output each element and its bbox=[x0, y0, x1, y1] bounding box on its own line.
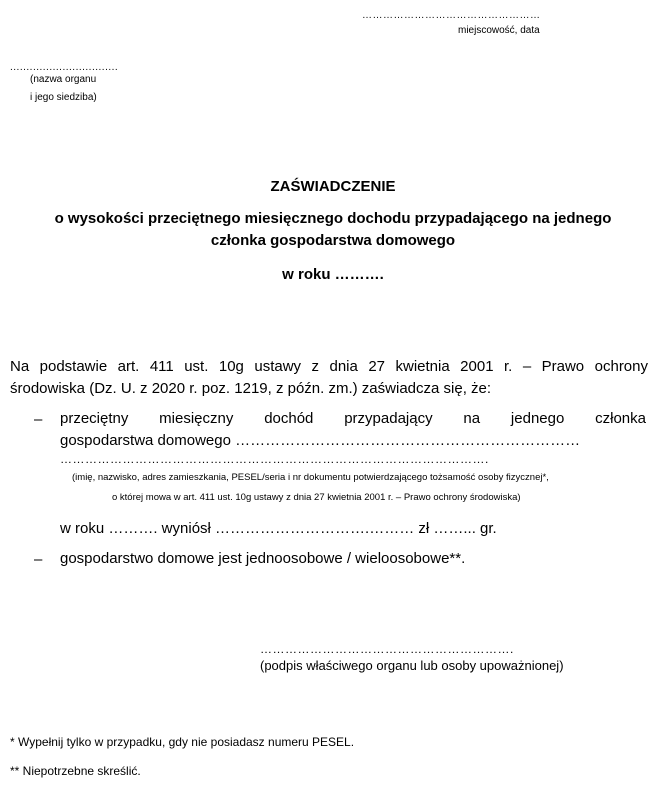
footnote-1: * Wypełnij tylko w przypadku, gdy nie posiadasz numeru PESEL. bbox=[10, 735, 355, 749]
organ-label-2: i jego siedziba) bbox=[30, 92, 97, 103]
list-dash-2: – bbox=[34, 551, 43, 568]
footnote-2: ** Niepotrzebne skreślić. bbox=[10, 764, 141, 778]
signature-dots: ……………………………………………………. bbox=[260, 642, 514, 656]
document-year: w roku ………. bbox=[282, 266, 384, 283]
item1-line-2: gospodarstwa domowego …………………………………………………………… bbox=[60, 432, 581, 449]
item1-amount-line: w roku ………. wyniósł ………………………….……… zł ……... gr. bbox=[60, 520, 497, 537]
intro-line-1: Na podstawie art. 411 ust. 10g ustawy z dnia 27 kwietnia 2001 r. – Prawo ochrony bbox=[10, 358, 648, 375]
organ-label-1: (nazwa organu bbox=[30, 74, 97, 85]
place-date-dots: …………………………………………… bbox=[362, 10, 541, 21]
document-subtitle-line2: członka gospodarstwa domowego bbox=[210, 232, 456, 249]
item2-line: gospodarstwo domowe jest jednoosobowe / wieloosobowe**. bbox=[60, 550, 466, 567]
organ-dots: ................................. bbox=[10, 62, 119, 73]
signature-label: (podpis właściwego organu lub osoby upoważnionej) bbox=[260, 658, 564, 673]
intro-line-2: środowiska (Dz. U. z 2020 r. poz. 1219, z późn. zm.) zaświadcza się, że: bbox=[10, 380, 492, 397]
document-title: ZAŚWIADCZENIE bbox=[270, 178, 396, 195]
item1-dots-line: …………………………………………………………………………………………. bbox=[60, 452, 489, 466]
item1-note-2: o której mowa w art. 411 ust. 10g ustawy z dnia 27 kwietnia 2001 r. – Prawo ochrony środowiska) bbox=[112, 492, 521, 503]
list-dash-1: – bbox=[34, 411, 43, 428]
document-subtitle-line1: o wysokości przeciętnego miesięcznego dochodu przypadającego na jednego bbox=[54, 210, 612, 227]
item1-note-1: (imię, nazwisko, adres zamieszkania, PESEL/seria i nr dokumentu potwierdzającego tożsamość osoby fizycznej*, bbox=[72, 472, 549, 483]
place-date-label: miejscowość, data bbox=[458, 25, 540, 36]
item1-line-1: przeciętny miesięczny dochód przypadający na jednego członka bbox=[60, 410, 646, 427]
